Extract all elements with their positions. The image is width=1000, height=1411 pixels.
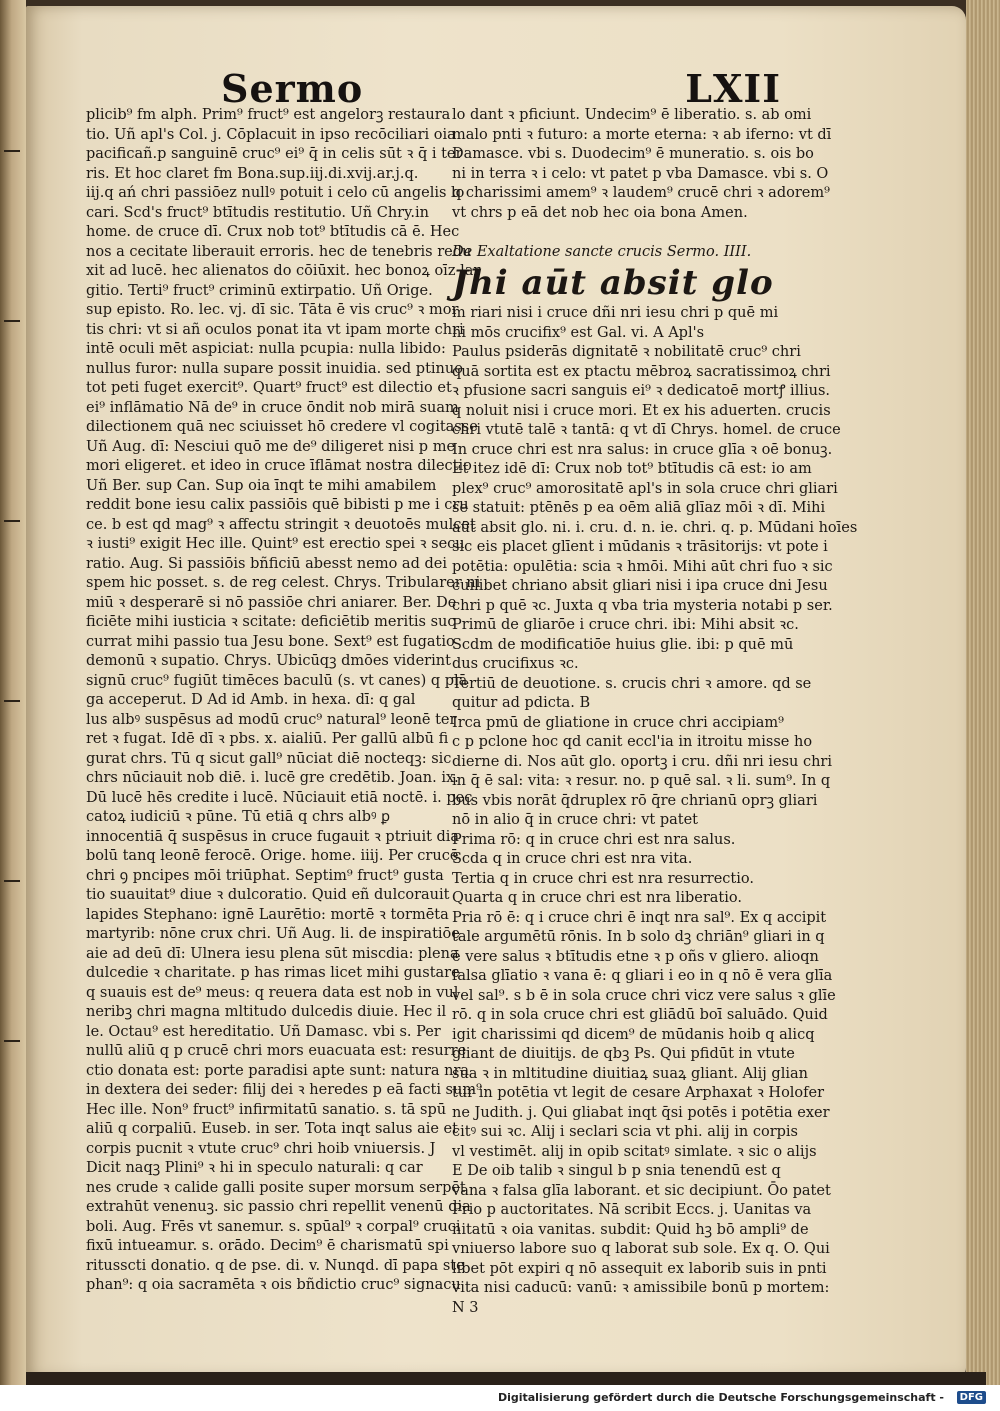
text-line: N 3 bbox=[452, 1299, 479, 1316]
text-column-left bbox=[86, 106, 482, 1293]
text-line: dus crucifixus ꝛc. bbox=[452, 656, 579, 672]
text-line: demonū ꝛ supatio. Chrys. Ubicūqꝫ dmōes viderint bbox=[86, 653, 451, 669]
text-line: vana ꝛ falsa glīa laborant. et sic decipiunt. Ōo patet bbox=[452, 1182, 831, 1199]
text-line: ꝛ iusti⁹ exigit Hec ille. Quint⁹ est erectio spei ꝛ secu bbox=[86, 536, 465, 552]
header-title: Sermo bbox=[221, 66, 364, 111]
text-line: lus albꝰ suspēsus ad modū cruc⁹ natural⁹ leonē ter bbox=[86, 711, 457, 728]
text-line: home. de cruce dī. Crux nob tot⁹ btītudis cā ē. Hec bbox=[86, 224, 460, 240]
text-line: plicib⁹ fm alph. Prim⁹ fruct⁹ est angelorꝫ restaura bbox=[86, 107, 451, 123]
text-line: signū cruc⁹ fugiūt timēces baculū (s. vt canes) q plā bbox=[86, 672, 468, 689]
text-line: ce. b est qd mag⁹ ꝛ affectu stringit ꝛ deuotoēs mulcet bbox=[86, 516, 476, 533]
text-line: in dextera dei seder: filij dei ꝛ heredes p eā facti sum⁹ bbox=[86, 1082, 482, 1098]
digitization-footer bbox=[0, 1385, 1000, 1411]
text-line: nō in alio q̄ in cruce chri: vt patet bbox=[452, 812, 699, 828]
text-line: Irca pmū de gliatione in cruce chri accipiam⁹ bbox=[452, 714, 784, 731]
text-line: Primū de gliarōe i cruce chri. ibi: Mihi absit ꝛc. bbox=[452, 617, 799, 633]
text-line: ritusscti donatio. q de pse. di. v. Nunqd. dī papa ste bbox=[86, 1257, 465, 1274]
text-line: sic eis placet glīent i mūdanis ꝛ trāsitorijs: vt pote i bbox=[452, 539, 828, 555]
text-line: plex⁹ cruc⁹ amorositatē apl's in sola cruce chri gliari bbox=[452, 480, 838, 497]
text-line: catoꝝ iudiciū ꝛ pūne. Tū etiā q chrs albꝰ ꝑ bbox=[86, 809, 391, 825]
text-line: gitio. Terti⁹ fruct⁹ criminū extirpatio. Uñ Orige. bbox=[86, 282, 433, 299]
text-line: q noluit nisi i cruce mori. Et ex his aduerten. crucis bbox=[452, 402, 831, 419]
text-line: in q̄ ē sal: vita: ꝛ resur. no. p quē sal. ꝛ li. sum⁹. In q bbox=[452, 773, 831, 789]
text-line: E De oib talib ꝛ singul b p snia tenendū est q bbox=[452, 1163, 781, 1179]
text-line: pacificañ.p sanguinē cruc⁹ ei⁹ q̄ in celis sūt ꝛ q̄ i ter bbox=[86, 146, 463, 162]
folio-number: LXII bbox=[685, 66, 781, 111]
text-line bbox=[452, 223, 790, 243]
text-line: Paulus psiderās dignitatē ꝛ nobilitatē cruc⁹ chri bbox=[452, 344, 801, 360]
text-line: vniuerso labore suo q laborat sub sole. Ex q. O. Qui bbox=[452, 1241, 830, 1257]
text-line: quitur ad pdicta. B bbox=[452, 695, 591, 711]
text-line: Dicit naqꝫ Plini⁹ ꝛ hi in speculo naturali: q car bbox=[86, 1160, 423, 1176]
text-line: tio suauitat⁹ diue ꝛ dulcoratio. Quid eñ dulcorauit bbox=[86, 887, 450, 903]
text-line: citꝰ sui ꝛc. Alij i seclari scia vt phi. alij in corpis bbox=[452, 1124, 798, 1140]
text-line: chri vtutē talē ꝛ tantā: q vt dī Chrys. homel. de cruce bbox=[452, 422, 841, 438]
text-line: In cruce chri est nra salus: in cruce glīa ꝛ oē bonuꝫ. bbox=[452, 441, 833, 458]
text-line: nes crude ꝛ calide galli posite super morsum serpēt bbox=[86, 1179, 466, 1196]
text-column-right bbox=[452, 106, 858, 1316]
text-line: Scdm de modificatiōe huius glie. ibi: p quē mū bbox=[452, 636, 794, 653]
scan-shadow bbox=[26, 1372, 986, 1385]
text-line: c p pclone hoc qd canit eccl'ia in itroitu misse ho bbox=[452, 734, 813, 750]
text-line: ficiēte mihi iusticia ꝛ scitate: deficiētib meritis suc bbox=[86, 614, 456, 630]
text-line: le. Octau⁹ est hereditatio. Uñ Damasc. vbi s. Per bbox=[86, 1023, 441, 1040]
text-line: ret ꝛ fugat. Idē dī ꝛ pbs. x. aialiū. Per gallū albū fi bbox=[86, 731, 449, 747]
text-line: iij.q ań chri passiōez nullꝰ potuit i celo cū angelis lo bbox=[86, 185, 465, 201]
text-line: falsa glīatio ꝛ vana ē: q gliari i eo in q nō ē vera glīa bbox=[452, 968, 833, 984]
text-line: De Exaltatione sancte crucis Sermo. IIII. bbox=[452, 243, 752, 260]
text-line: intē oculi mēt aspiciat: nulla pcupia: nulla libido: bbox=[86, 341, 446, 357]
page-edges bbox=[966, 0, 1000, 1385]
text-line: currat mihi passio tua Jesu bone. Sext⁹ est fugatio bbox=[86, 633, 455, 650]
text-line: Uñ Ber. sup Can. Sup oia īnqt te mihi amabilem bbox=[86, 477, 437, 494]
text-line: aie ad deū dī: Ulnera iesu plena sūt miscdia: plena bbox=[86, 945, 459, 962]
text-line: vel sal⁹. s b ē in sola cruce chri vicz vere salus ꝛ glīe bbox=[452, 987, 836, 1004]
text-line: lo dant ꝛ pficiunt. Undecim⁹ ē liberatio. s. ab omi bbox=[452, 107, 812, 123]
text-line: q charissimi amem⁹ ꝛ laudem⁹ crucē chri ꝛ adorem⁹ bbox=[452, 185, 830, 201]
text-line: tur in potētia vt legit de cesare Arphaxat ꝛ Holofer bbox=[452, 1085, 825, 1101]
text-line: Pria rō ē: q i cruce chri ē inqt nra sal⁹. Ex q accipit bbox=[452, 909, 827, 926]
text-line: xit ad lucē. hec alienatos do cōiūxit. hec bonoꝝ oīz lar bbox=[86, 263, 481, 279]
text-line: sup episto. Ro. lec. vj. dī sic. Tāta ē vis cruc⁹ ꝛ mor bbox=[86, 302, 459, 318]
text-line: gliant de diuitijs. de qbꝫ Ps. Qui pfidūt in vtute bbox=[452, 1046, 795, 1062]
text-line: tot peti fuget exercit⁹. Quart⁹ fruct⁹ est dilectio et bbox=[86, 380, 452, 396]
text-line: se statuit: ptēnēs p ea oēm aliā glīaz mōi ꝛ dī. Mihi bbox=[452, 500, 826, 516]
text-line: nullū aliū q p crucē chri mors euacuata est: resurre bbox=[86, 1043, 467, 1059]
text-line: malo pnti ꝛ futuro: a morte eterna: ꝛ ab iferno: vt dī bbox=[452, 126, 832, 143]
text-line: chrs nūciauit nob diē. i. lucē gre credētib. Joan. ix. bbox=[86, 770, 459, 786]
text-line: chri p quē ꝛc. Juxta q vba tria mysteria notabi p ser. bbox=[452, 597, 833, 614]
text-line: potētia: opulētia: scia ꝛ hmōi. Mihi aūt chri fuo ꝛ sic bbox=[452, 558, 833, 575]
text-line: tis chri: vt si añ oculos ponat ita vt ipam morte chri bbox=[86, 321, 464, 338]
text-line: phan⁹: q oia sacramēta ꝛ ois bñdictio cruc⁹ signacu bbox=[86, 1277, 461, 1293]
text-line: q suauis est de⁹ meus: q reuera data est nob in vul bbox=[86, 984, 459, 1001]
text-line: gurat chrs. Tū q sicut gall⁹ nūciat diē nocteqꝫ: sic bbox=[86, 750, 452, 767]
text-line: nos a cecitate liberauit erroris. hec de tenebris redu bbox=[86, 243, 472, 260]
text-line: dierne di. Nos aūt glo. oportꝫ i cru. dñi nri iesu chri bbox=[452, 753, 832, 770]
text-line: tale argumētū rōnis. In b solo dꝫ chriān⁹ gliari in q bbox=[452, 929, 825, 945]
text-line: mori eligeret. et ideo in cruce īflāmat nostra dilectio bbox=[86, 458, 472, 474]
text-line: ne Judith. j. Qui gliabat inqt q̄si potēs i potētia exer bbox=[452, 1104, 830, 1121]
text-line: chri ꝯ pncipes mōi triūphat. Septim⁹ fruct⁹ gusta bbox=[86, 867, 444, 884]
text-line: ꝛ pfusione sacri sanguis ei⁹ ꝛ dedicatoē mortꝭ illius. bbox=[452, 383, 830, 399]
text-line: Hec ille. Non⁹ fruct⁹ infirmitatū sanatio. s. tā spū bbox=[86, 1101, 447, 1118]
text-line: ni in terra ꝛ i celo: vt patet p vba Damasce. vbi s. O bbox=[452, 165, 829, 182]
text-line: Scda q in cruce chri est nra vita. bbox=[452, 851, 693, 867]
dfg-logo: DFG bbox=[957, 1391, 986, 1404]
text-line: dulcedie ꝛ charitate. p has rimas licet mihi gustare bbox=[86, 965, 460, 981]
text-line: cari. Scd's fruct⁹ btītudis restitutio. Uñ Chry.in bbox=[86, 204, 429, 221]
text-line: ris. Et hoc claret fm Bona.sup.iij.di.xvij.ar.j.q. bbox=[86, 165, 419, 182]
text-line: Quarta q in cruce chri est nra liberatio. bbox=[452, 890, 742, 906]
text-line: nitatū ꝛ oia vanitas. subdit: Quid hꝫ bō ampli⁹ de bbox=[452, 1221, 809, 1238]
text-line: fixū intueamur. s. orādo. Decim⁹ ē charismatū spi bbox=[86, 1238, 449, 1254]
text-line: Tertiū de deuotione. s. crucis chri ꝛ amore. qd se bbox=[452, 675, 812, 692]
text-line: ctio donata est: porte paradisi apte sunt: natura nra bbox=[86, 1062, 470, 1079]
text-line: miū ꝛ desperarē si nō passiōe chri aniarer. Ber. De bbox=[86, 594, 457, 611]
text-line: aūt absit glo. ni. i. cru. d. n. ie. chri. q. p. Mūdani hoīes bbox=[452, 519, 858, 536]
text-line: boli. Aug. Frēs vt sanemur. s. spūal⁹ ꝛ corpal⁹ cruci bbox=[86, 1218, 461, 1235]
facing-page-edge bbox=[0, 0, 26, 1385]
text-line: reddit bone iesu calix passiōis quē bibisti p me i cru bbox=[86, 497, 469, 513]
text-line: Prima rō: q in cruce chri est nra salus. bbox=[452, 831, 736, 848]
text-line: corpis pucnit ꝛ vtute cruc⁹ chri hoib vniuersis. J bbox=[86, 1140, 436, 1157]
text-line: libet pōt expiri q nō assequit ex laborib suis in pnti bbox=[452, 1260, 827, 1277]
text-line: tio. Uñ apl's Col. j. Cōplacuit in ipso recōciliari oia bbox=[86, 126, 456, 143]
text-line: igit charissimi qd dicem⁹ de mūdanis hoib q alicq bbox=[452, 1026, 815, 1043]
text-line: Damasce. vbi s. Duodecim⁹ ē muneratio. s. ois bo bbox=[452, 146, 814, 162]
text-line: cuilibet chriano absit gliari nisi i ipa cruce dni Jesu bbox=[452, 578, 828, 594]
text-line: ei⁹ inflāmatio Nā de⁹ in cruce ōndit nob mirā suam bbox=[86, 399, 459, 416]
text-line: hi mōs crucifix⁹ est Gal. vi. A Apl's bbox=[452, 324, 705, 341]
text-line: nullus furor: nulla supare possit inuidia. sed ptinuo bbox=[86, 360, 463, 377]
funding-notice: Digitalisierung gefördert durch die Deutsche Forschungsgemeinschaft - bbox=[497, 1391, 944, 1404]
text-line: spem hic posset. s. de reg celest. Chrys. Tribularer ni bbox=[86, 575, 481, 591]
text-line: quā sortita est ex ptactu mēbroꝝ sacratissimoꝝ chri bbox=[452, 363, 831, 380]
text-line: ratio. Aug. Si passiōis bñficiū abesst nemo ad dei bbox=[86, 555, 447, 572]
text-line: Uñ Aug. dī: Nesciui quō me de⁹ diligeret nisi p me bbox=[86, 438, 456, 455]
text-line: sua ꝛ in mltitudine diuitiaꝝ suaꝝ gliant. Alij glian bbox=[452, 1065, 808, 1082]
text-line: m riari nisi i cruce dñi nri iesu chri p quē mi bbox=[452, 305, 779, 321]
text-line: vt chrs p eā det nob hec oia bona Amen. bbox=[452, 204, 748, 221]
text-line: vl vestimēt. alij in opib scitatꝰ simlate. ꝛ sic o alijs bbox=[452, 1143, 817, 1160]
text-line: aliū q corpaliū. Euseb. in ser. Tota inqt salus aie et bbox=[86, 1121, 458, 1137]
text-line: rō. q in sola cruce chri est gliādū boī saluādo. Quid bbox=[452, 1007, 828, 1023]
text-line: ē vere salus ꝛ btītudis etne ꝛ p oñs v gliero. alioqn bbox=[452, 948, 819, 965]
text-line: Dū lucē hēs credite i lucē. Nūciauit etiā noctē. i. pec bbox=[86, 789, 473, 806]
text-line: neribꝫ chri magna mltitudo dulcedis diuie. Hec il bbox=[86, 1004, 447, 1020]
text-line: ga acceperut. D Ad id Amb. in hexa. dī: q gal bbox=[86, 692, 416, 708]
text-line: Jhi aūt absit glo bbox=[452, 263, 774, 303]
text-line: dilectionem quā nec sciuisset hō credere vl cogitasse bbox=[86, 419, 478, 435]
text-line: vita nisi caducū: vanū: ꝛ amissibile bonū p mortem: bbox=[452, 1280, 830, 1296]
text-line: lapides Stephano: ignē Laurētio: mortē ꝛ tormēta bbox=[86, 906, 449, 923]
text-line: bolū tanq leonē ferocē. Orige. home. iiij. Per crucē bbox=[86, 848, 459, 864]
text-line: bus vbis norāt q̄druplex rō q̄re chrianū oprꝫ gliari bbox=[452, 792, 818, 809]
text-line: Prio p auctoritates. Nā scribit Eccs. j. Uanitas va bbox=[452, 1202, 812, 1218]
text-line: Et itez idē dī: Crux nob tot⁹ btītudis cā est: io am bbox=[452, 461, 812, 477]
text-line: martyrib: nōne crux chri. Uñ Aug. li. de inspiratiōe bbox=[86, 926, 460, 942]
text-line: innocentiā q̄ suspēsus in cruce fugauit ꝛ ptriuit dia bbox=[86, 828, 460, 845]
text-line: extrahūt venenuꝫ. sic passio chri repellit venenū dia bbox=[86, 1199, 471, 1215]
text-line: Tertia q in cruce chri est nra resurrectio. bbox=[452, 870, 754, 887]
